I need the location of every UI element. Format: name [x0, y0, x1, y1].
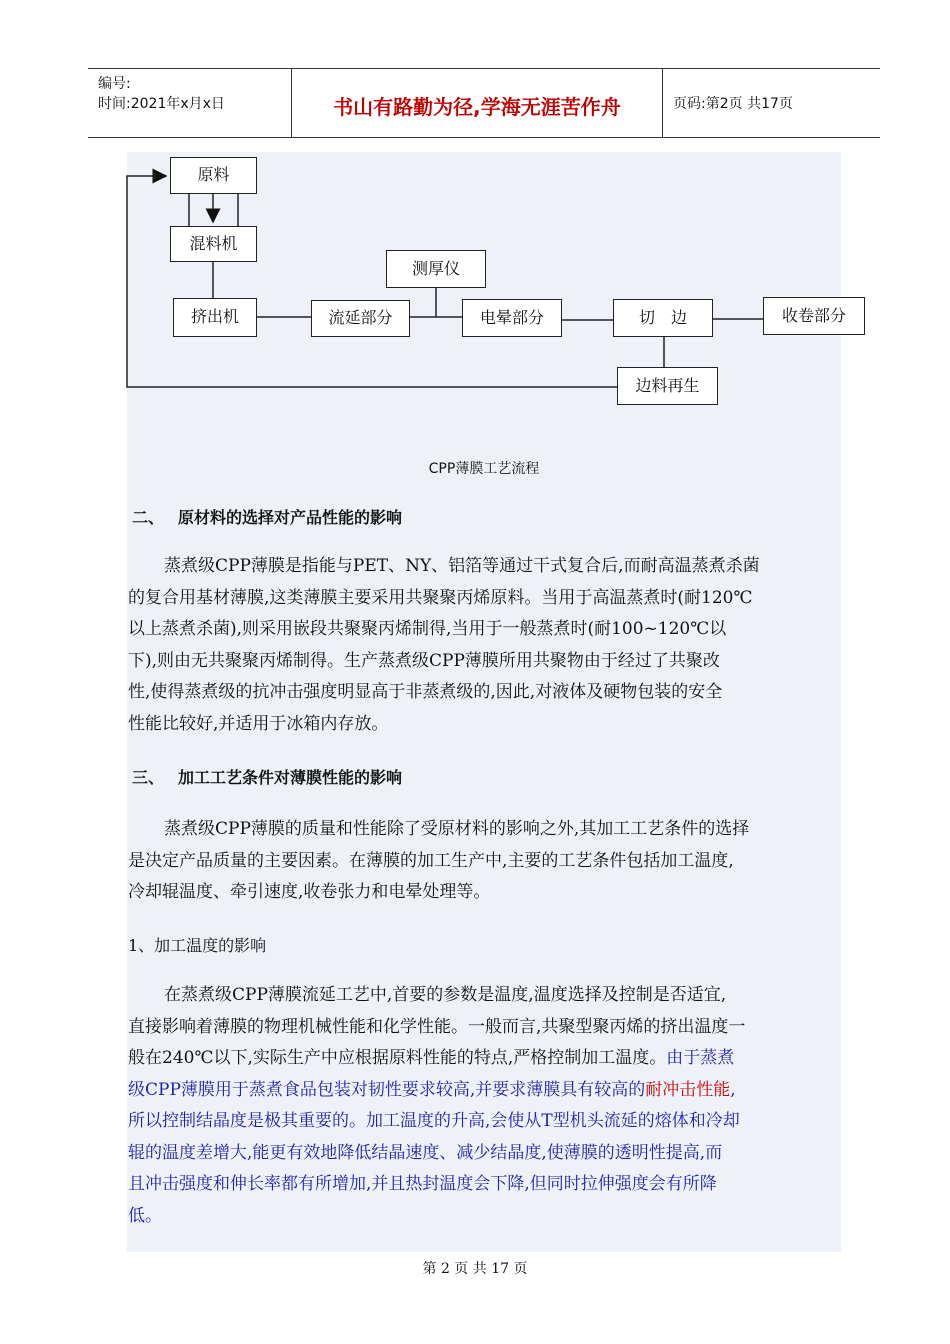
paragraph-line: 蒸煮级CPP薄膜是指能与PET、NY、铝箔等通过干式复合后,而耐高温蒸煮杀菌	[164, 556, 760, 576]
document-number-label: 编号:	[98, 76, 131, 92]
header-page-number: 页码:第2页 共17页	[673, 96, 793, 112]
flowchart-connectors	[0, 0, 950, 420]
paragraph-line: 且冲击强度和伸长率都有所增加,并且热封温度会下降,但同时拉伸强度会有所降	[128, 1174, 717, 1194]
header-motto: 书山有路勤为径,学海无涯苦作舟	[333, 95, 621, 119]
flow-node-edge-recycle: 边料再生	[617, 367, 718, 405]
page-footer: 第 2 页 共 17 页	[422, 1261, 528, 1277]
section-3-title: 加工工艺条件对薄膜性能的影响	[178, 768, 403, 787]
section-2-number: 二、	[132, 508, 165, 527]
flow-node-thickness-gauge: 测厚仪	[386, 250, 486, 288]
paragraph-line: 般在240℃以下,实际生产中应根据原料性能的特点,严格控制加工温度。由于蒸煮	[128, 1048, 735, 1068]
paragraph-line: 性能比较好,并适用于冰箱内存放。	[128, 713, 389, 734]
flow-node-extruder: 挤出机	[173, 298, 257, 337]
paragraph-line: 低。	[128, 1205, 162, 1226]
document-time-label: 时间:2021年x月x日	[98, 96, 225, 112]
flow-node-corona: 电晕部分	[462, 299, 562, 337]
paragraph-line: 辊的温度差增大,能更有效地降低结晶速度、减少结晶度,使薄膜的透明性提高,而	[128, 1142, 723, 1163]
paragraph-line: 所以控制结晶度是极其重要的。加工温度的升高,会使从T型机头流延的熔体和冷却	[128, 1111, 740, 1131]
paragraph-line: 的复合用基材薄膜,这类薄膜主要采用共聚聚丙烯原料。当用于高温蒸煮时(耐120℃	[128, 587, 753, 608]
highlighted-term: 耐冲击性能	[645, 1079, 731, 1100]
subsection-1-paragraph	[128, 980, 840, 1232]
flow-node-winding: 收卷部分	[763, 297, 865, 335]
flow-node-trim: 切 边	[613, 299, 713, 337]
paragraph-line: 是决定产品质量的主要因素。在薄膜的加工生产中,主要的工艺条件包括加工温度,	[128, 850, 734, 871]
flow-node-casting: 流延部分	[311, 300, 410, 337]
paragraph-line: 蒸煮级CPP薄膜的质量和性能除了受原材料的影响之外,其加工工艺条件的选择	[164, 819, 750, 839]
section-3-heading	[132, 765, 402, 788]
section-2-title: 原材料的选择对产品性能的影响	[178, 508, 403, 527]
paragraph-line: 直接影响着薄膜的物理机械性能和化学性能。一般而言,共聚型聚丙烯的挤出温度一	[128, 1016, 746, 1037]
flow-node-raw-material: 原料	[170, 157, 257, 194]
section-3-paragraph	[128, 814, 840, 909]
flowchart-caption: CPP薄膜工艺流程	[428, 461, 540, 477]
paragraph-line: 冷却辊温度、牵引速度,收卷张力和电晕处理等。	[128, 882, 491, 902]
section-3-number: 三、	[132, 768, 165, 787]
paragraph-line: 性,使得蒸煮级的抗冲击强度明显高于非蒸煮级的,因此,对液体及硬物包装的安全	[128, 682, 723, 702]
paragraph-line: 级CPP薄膜用于蒸煮食品包装对韧性要求较高,并要求薄膜具有较高的耐冲击性能,	[128, 1079, 736, 1100]
paragraph-line: 在蒸煮级CPP薄膜流延工艺中,首要的参数是温度,温度选择及控制是否适宜,	[164, 985, 727, 1005]
subsection-1-title: 1、加工温度的影响	[128, 936, 267, 955]
section-2-heading	[132, 505, 402, 528]
paragraph-line: 下),则由无共聚聚丙烯制得。生产蒸煮级CPP薄膜所用共聚物由于经过了共聚改	[128, 650, 720, 671]
paragraph-line: 以上蒸煮杀菌),则采用嵌段共聚聚丙烯制得,当用于一般蒸煮时(耐100~120℃以	[128, 619, 727, 639]
section-2-paragraph	[128, 551, 840, 740]
flow-node-mixer: 混料机	[170, 226, 257, 262]
